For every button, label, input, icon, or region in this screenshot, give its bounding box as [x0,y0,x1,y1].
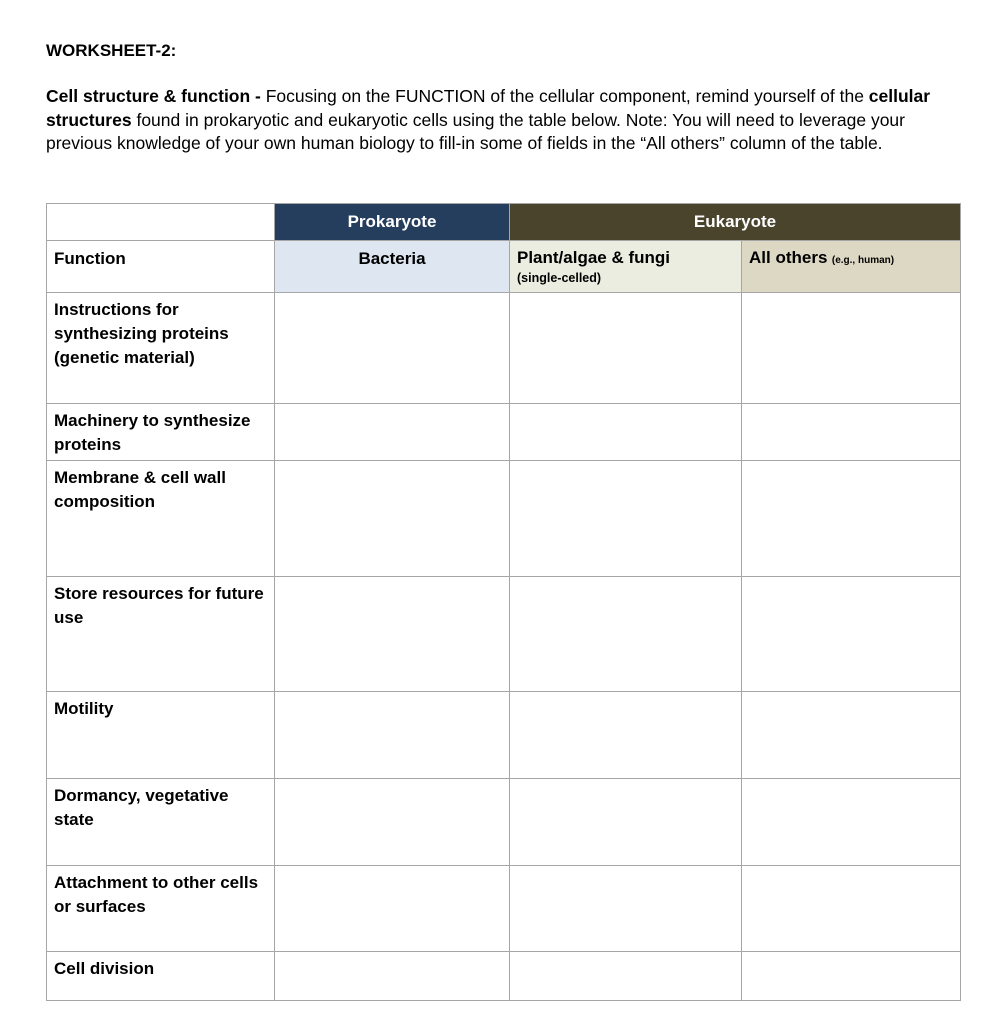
bacteria-answer-cell[interactable] [275,577,510,692]
function-cell: Motility [47,692,275,779]
table-row [47,866,961,952]
table-row [47,692,961,779]
others-answer-cell[interactable] [742,779,961,866]
table-row [47,404,961,461]
column-header-row [47,241,961,293]
prokaryote-header: Prokaryote [275,204,510,241]
bacteria-answer-cell[interactable] [275,779,510,866]
others-answer-cell[interactable] [742,866,961,952]
others-answer-cell[interactable] [742,461,961,577]
worksheet-title: WORKSHEET-2: [46,41,177,60]
corner-cell [47,204,275,241]
others-answer-cell[interactable] [742,404,961,461]
table-row [47,779,961,866]
intro-lead: Cell structure & function - [46,86,261,106]
intro-paragraph [46,85,961,156]
plant-answer-cell[interactable] [510,952,742,1001]
intro-text-2: found in prokaryotic and eukaryotic cells using the table below. Note: You will need to leverage your previous knowledge of your own human biology to fill-in some of fields in the “All others” column of the table. [46,109,905,153]
plant-answer-cell[interactable] [510,293,742,404]
table-row [47,577,961,692]
worksheet-table [46,203,961,1001]
intro-structures: cellular structures [46,86,931,130]
plant-column-title: Plant/algae & fungi [517,248,671,267]
function-cell: Dormancy, vegetative state [47,779,275,866]
function-cell: Instructions for synthesizing proteins (genetic material) [47,293,275,404]
table-row [47,293,961,404]
group-header-row [47,204,961,241]
bacteria-answer-cell[interactable] [275,404,510,461]
plant-answer-cell[interactable] [510,404,742,461]
others-answer-cell[interactable] [742,577,961,692]
function-cell: Membrane & cell wall composition [47,461,275,577]
others-answer-cell[interactable] [742,692,961,779]
bacteria-answer-cell[interactable] [275,952,510,1001]
bacteria-answer-cell[interactable] [275,293,510,404]
plant-answer-cell[interactable] [510,577,742,692]
table-row [47,952,961,1001]
function-column-header: Function [47,241,275,293]
plant-answer-cell[interactable] [510,692,742,779]
intro-text-1: Focusing on the FUNCTION of the cellular component, remind yourself of the [260,86,869,106]
plant-column-header [510,241,742,293]
plant-answer-cell[interactable] [510,866,742,952]
bacteria-answer-cell[interactable] [275,692,510,779]
function-cell: Store resources for future use [47,577,275,692]
bacteria-column-header: Bacteria [275,241,510,293]
others-column-subtitle: (e.g., human) [831,255,895,266]
others-column-title: All others [749,248,828,267]
bacteria-answer-cell[interactable] [275,866,510,952]
eukaryote-header: Eukaryote [510,204,961,241]
table-row [47,461,961,577]
plant-answer-cell[interactable] [510,779,742,866]
plant-column-subtitle: (single-celled) [517,271,602,285]
bacteria-answer-cell[interactable] [275,461,510,577]
function-cell: Machinery to synthesize proteins [47,404,275,461]
others-answer-cell[interactable] [742,952,961,1001]
others-answer-cell[interactable] [742,293,961,404]
function-cell: Cell division [47,952,275,1001]
plant-answer-cell[interactable] [510,461,742,577]
function-cell: Attachment to other cells or surfaces [47,866,275,952]
others-column-header [742,241,961,293]
